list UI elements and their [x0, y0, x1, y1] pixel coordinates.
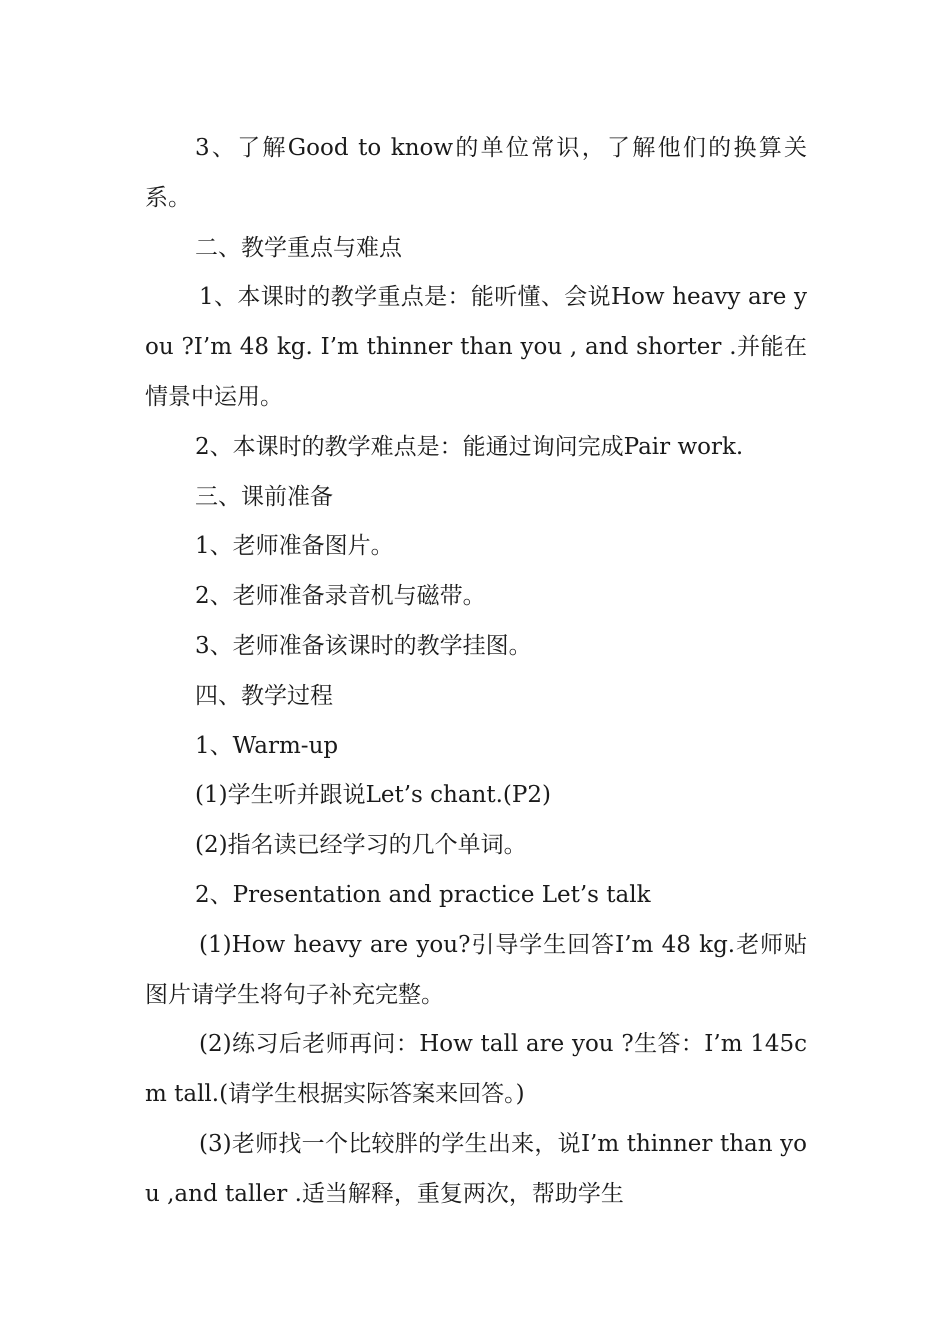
paragraph-how-heavy: (1)How heavy are you?引导学生回答I’m 48 kg.老师贴图片请学生将句子补充完整。 [145, 931, 807, 1008]
paragraph-prep-recorder: 2、老师准备录音机与磁带。 [195, 583, 486, 610]
paragraph-prep-pictures: 1、老师准备图片。 [195, 533, 394, 560]
paragraph-difficult-point: 2、本课时的教学难点是：能通过询问完成Pair work. [195, 433, 744, 460]
paragraph-read-words: (2)指名读已经学习的几个单词。 [195, 832, 527, 859]
paragraph-prep-wallchart: 3、老师准备该课时的教学挂图。 [195, 632, 532, 659]
heading-preparation: 三、课前准备 [195, 483, 333, 510]
paragraph-thinner: (3)老师找一个比较胖的学生出来，说I’m thinner than you ,and taller .适当解释，重复两次，帮助学生 [145, 1130, 807, 1207]
document-body [145, 124, 807, 1220]
paragraph-chant: (1)学生听并跟说Let’s chant.(P2) [195, 782, 551, 809]
paragraph-key-point: 1、本课时的教学重点是：能听懂、会说How heavy are you ?I’m 48 kg. I’m thinner than you , and shorter .并能在情景中运用。 [145, 284, 807, 410]
heading-key-points: 二、教学重点与难点 [195, 234, 402, 261]
paragraph-warm-up: 1、Warm-up [195, 732, 339, 759]
heading-teaching-process: 四、教学过程 [195, 682, 333, 709]
paragraph-how-tall: (2)练习后老师再问：How tall are you ?生答：I’m 145cm tall.(请学生根据实际答案来回答。) [145, 1031, 807, 1108]
paragraph-good-to-know: 3、了解Good to know的单位常识，了解他们的换算关系。 [145, 135, 807, 211]
paragraph-presentation: 2、Presentation and practice Let’s talk [195, 881, 651, 908]
